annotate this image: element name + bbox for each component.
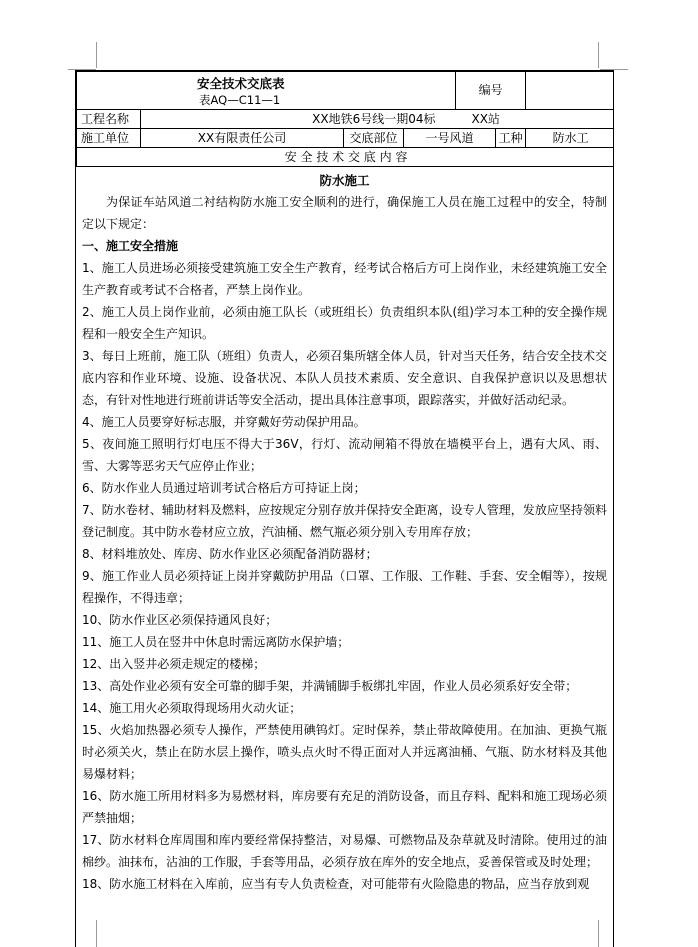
trade-value: 防水工 — [526, 129, 614, 148]
project-value: XX地铁6号线一期04标 XX站 — [141, 110, 615, 129]
form-header-table — [76, 71, 614, 167]
form-title: 安全技术交底表 — [197, 76, 285, 92]
trade-label: 工种 — [496, 129, 526, 148]
content-header: 安 全 技 术 交 底 内 容 — [77, 148, 615, 167]
crop-mark — [96, 42, 97, 68]
number-label: 编号 — [456, 72, 526, 110]
list-item: 4、施工人员要穿好标志服，并穿戴好劳动保护用品。 — [82, 415, 366, 429]
form-code: 表AQ—C11—1 — [199, 93, 281, 108]
list-item: 11、施工人员在竖井中休息时需远离防水保护墙； — [82, 635, 350, 649]
list-item: 10、防水作业区必须保持通风良好； — [82, 613, 278, 627]
part-value: 一号风道 — [404, 129, 496, 148]
list-item: 17、防水材料仓库周围和库内要经常保持整洁，对易爆、可燃物品及杂草就及时清除。使用过的油棉纱。油抹布，沾油的工作服，手套等用品，必须存放在库外的安全地点，妥善保管或及时处理； — [82, 833, 607, 869]
list-item: 14、施工用火必须取得现场用火动火证； — [82, 701, 302, 715]
section-title: 防水施工 — [319, 173, 370, 188]
list-item: 8、材料堆放处、库房、防水作业区必须配备消防器材； — [82, 547, 378, 561]
list-item: 1、施工人员进场必须接受建筑施工安全生产教育，经考试合格后方可上岗作业，未经建筑施工安全生产教育或考试不合格者，严禁上岗作业。 — [82, 261, 607, 297]
list-item: 3、每日上班前，施工队（班组）负责人，必须召集所辖全体人员，针对当天任务，结合安全技术交底内容和作业环境、设施、设备状况、本队人员技术素质、安全意识、自我保护意识以及思想状态，有针对性地进行班前讲话等安全活动，提出具体注意事项，跟踪落实，并做好活动纪录。 — [82, 349, 607, 407]
part-label: 交底部位 — [344, 129, 404, 148]
list-item: 13、高处作业必须有安全可靠的脚手架，并满铺脚手板绑扎牢固，作业人员必须系好安全带； — [82, 679, 578, 693]
list-item: 9、施工作业人员必须持证上岗并穿戴防护用品（口罩、工作服、工作鞋、手套、安全帽等），按规程操作，不得违章； — [82, 569, 607, 605]
list-item: 18、防水施工材料在入库前，应当有专人负责检查，对可能带有火险隐患的物品，应当存放到观 — [82, 877, 590, 891]
safety-disclosure-form — [75, 70, 614, 947]
intro-paragraph: 为保证车站风道二衬结构防水施工安全顺利的进行，确保施工人员在施工过程中的安全，特制定以下规定： — [82, 195, 607, 231]
list-item: 7、防水卷材、辅助材料及燃料，应按规定分别存放并保持安全距离，设专人管理，发放应坚持领料登记制度。其中防水卷材应立放，汽油桶、燃气瓶必须分别入专用库存放； — [82, 503, 607, 539]
number-value — [526, 72, 614, 110]
list-item: 5、夜间施工照明行灯电压不得大于36V，行灯、流动闸箱不得放在墙模平台上，遇有大风、雨、雪、大雾等恶劣天气应停止作业； — [82, 437, 607, 473]
crop-mark — [598, 42, 599, 68]
list-item: 2、施工人员上岗作业前，必须由施工队长（或班组长）负责组织本队(组)学习本工种的安全操作规程和一般安全生产知识。 — [82, 305, 607, 341]
unit-value: XX有限责任公司 — [141, 129, 344, 148]
sub-heading: 一、施工安全措施 — [82, 239, 179, 253]
list-item: 6、防水作业人员通过培训考试合格后方可持证上岗； — [82, 481, 366, 495]
list-item: 12、出入竖井必须走规定的楼梯； — [82, 657, 266, 671]
list-item: 15、火焰加热器必须专人操作，严禁使用碘钨灯。定时保养，禁止带故障使用。在加油、更换气瓶时必须关火，禁止在防水层上操作，喷头点火时不得正面对人并远离油桶、气瓶、防水材料及其他易爆材料； — [82, 723, 607, 781]
form-title-cell — [77, 72, 456, 110]
project-label: 工程名称 — [77, 110, 141, 129]
content-body — [76, 167, 613, 895]
list-item: 16、防水施工所用材料多为易燃材料，库房要有充足的消防设备，而且存料、配料和施工现场必须严禁抽烟； — [82, 789, 607, 825]
unit-label: 施工单位 — [77, 129, 141, 148]
